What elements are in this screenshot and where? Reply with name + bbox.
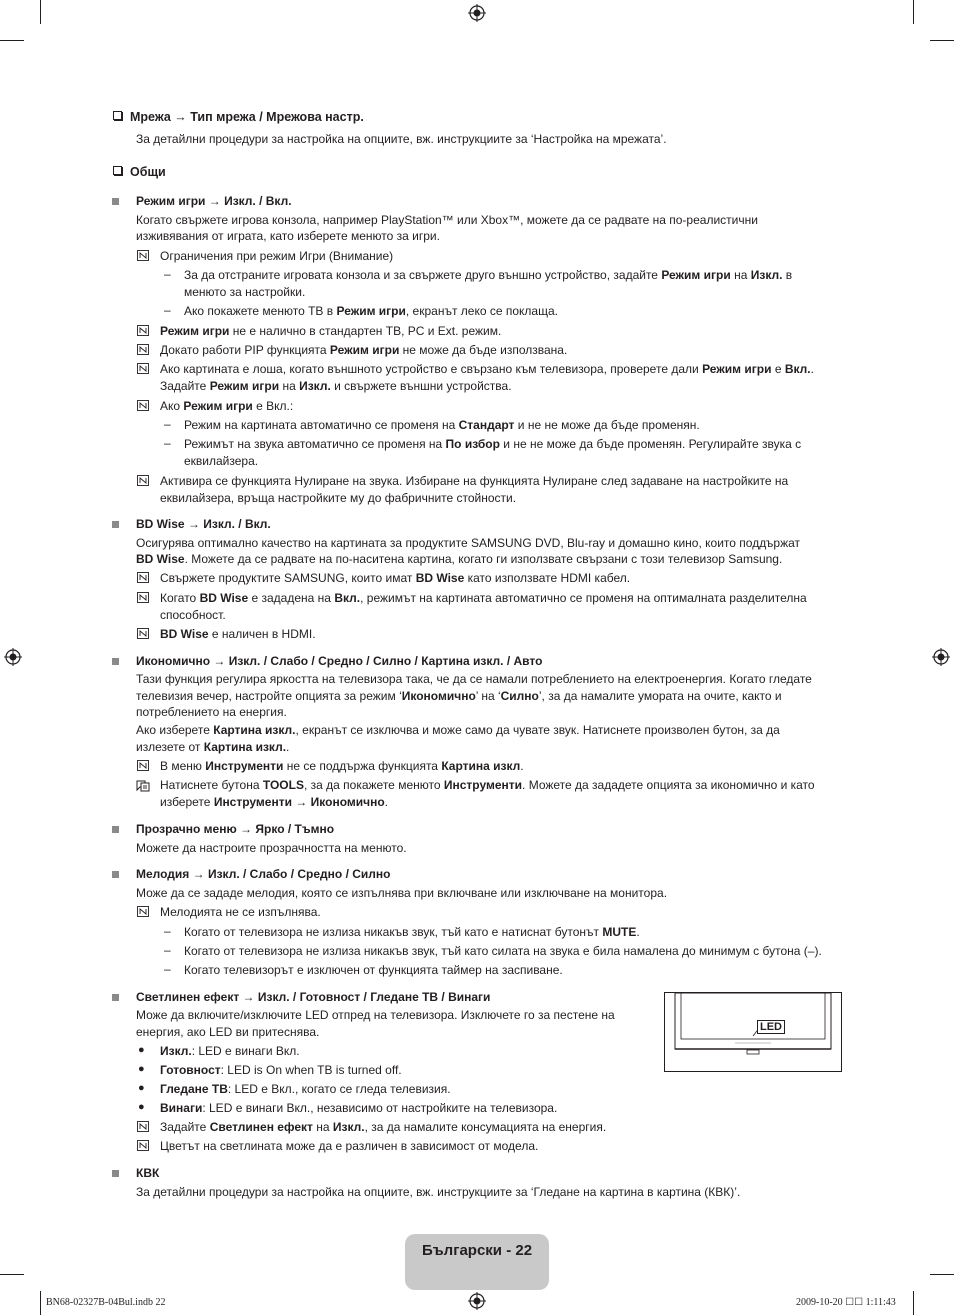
note-text: Режим игри не е налично в стандартен ТВ, PC и Ext. режим. bbox=[160, 324, 502, 338]
crop-mark bbox=[40, 1291, 41, 1315]
dash-text: менюто за настройки. bbox=[184, 285, 306, 299]
note-text: Ако картината е лоша, когато външното устройство е свързано към телевизора, проверете дали Режим игри е Вкл.. bbox=[160, 362, 814, 376]
section-general-title: Общи bbox=[113, 165, 166, 179]
registration-mark-icon bbox=[468, 4, 486, 22]
light-text: Може да включите/изключите LED отпред на телевизора. Изключете го за пестене на bbox=[136, 1008, 615, 1022]
note-icon bbox=[137, 760, 149, 771]
section-network-title: Мрежа → Тип мрежа / Мрежова настр. bbox=[113, 110, 364, 124]
dash-bullet: – bbox=[164, 924, 171, 938]
bd-wise-heading: BD Wise → Изкл. / Вкл. bbox=[136, 517, 271, 531]
crop-mark bbox=[0, 1274, 24, 1275]
network-text: За детайлни процедури за настройка на опциите, вж. инструкциите за ‘Настройка на мрежата’. bbox=[136, 132, 667, 146]
square-bullet-icon bbox=[112, 658, 119, 665]
note-icon bbox=[137, 572, 149, 583]
note-icon bbox=[137, 1121, 149, 1132]
crop-mark bbox=[913, 0, 914, 24]
eco-text: телевизия вечер, настройте опцията за режим ‘Икономично’ на ‘Силно’, за да намалите умората на очите, както и bbox=[136, 689, 782, 703]
square-bullet-icon bbox=[112, 198, 119, 205]
bullet-text: Гледане ТВ: LED е Вкл., когато се гледа телевизия. bbox=[160, 1082, 451, 1096]
footer-datetime: 2009-10-20 ☐☐ 1:11:43 bbox=[796, 1297, 896, 1308]
registration-mark-icon bbox=[4, 648, 22, 666]
bd-wise-text: Осигурява оптимално качество на картината за продуктите SAMSUNG DVD, Blu-ray и домашно кино, които поддържат bbox=[136, 536, 801, 550]
game-mode-text: изживявания от играта, като изберете менюто за игри. bbox=[136, 229, 440, 243]
dot-bullet: ● bbox=[138, 1063, 145, 1075]
dash-bullet: – bbox=[164, 417, 171, 431]
note-icon bbox=[137, 592, 149, 603]
note-text: BD Wise е наличен в HDMI. bbox=[160, 627, 316, 641]
note-icon bbox=[137, 475, 149, 486]
registration-mark-icon bbox=[468, 1292, 486, 1310]
note-text: Когато BD Wise е зададена на Вкл., режимът на картината автоматично се променя на оптималната разделителна bbox=[160, 591, 807, 605]
note-text: Свържете продуктите SAMSUNG, които имат BD Wise като използвате HDMI кабел. bbox=[160, 571, 631, 585]
square-bullet-icon bbox=[112, 1170, 119, 1177]
bullet-text: Готовност: LED is On when TB is turned off. bbox=[160, 1063, 402, 1077]
dot-bullet: ● bbox=[138, 1101, 145, 1113]
dash-text: Режим на картината автоматично се променя на Стандарт и не не може да бъде променян. bbox=[184, 418, 700, 432]
pip-heading: КВК bbox=[136, 1166, 160, 1180]
tools-text: изберете Инструменти → Икономично. bbox=[160, 795, 389, 809]
note-text: Докато работи PIP функцията Режим игри не може да бъде използвана. bbox=[160, 343, 568, 357]
bd-wise-text: BD Wise. Можете да се радвате на по-наситена картина, когато ги използвате свързани с този телевизор Samsung. bbox=[136, 552, 783, 566]
eco-text: излезете от Картина изкл.. bbox=[136, 740, 290, 754]
dash-bullet: – bbox=[164, 436, 171, 450]
note-text: способност. bbox=[160, 608, 226, 622]
transparency-heading: Прозрачно меню → Ярко / Тъмно bbox=[136, 822, 335, 836]
note-text: Ограничения при режим Игри (Внимание) bbox=[160, 249, 394, 263]
note-text: Мелодията не се изпълнява. bbox=[160, 905, 321, 919]
note-text: Активира се функцията Нулиране на звука. Избиране на функцията Нулиране след задаване на настройките на bbox=[160, 474, 789, 488]
square-bullet-icon bbox=[112, 521, 119, 528]
note-text: Задайте Режим игри на Изкл. и свържете външни устройства. bbox=[160, 379, 512, 393]
note-icon bbox=[137, 344, 149, 355]
note-icon bbox=[137, 250, 149, 261]
crop-mark bbox=[40, 0, 41, 24]
note-text: Ако Режим игри е Вкл.: bbox=[160, 399, 294, 413]
light-heading: Светлинен ефект → Изкл. / Готовност / Гледане ТВ / Винаги bbox=[136, 990, 491, 1004]
note-icon bbox=[137, 400, 149, 411]
dash-bullet: – bbox=[164, 943, 171, 957]
note-icon bbox=[137, 363, 149, 374]
game-mode-text: Когато свържете игрова конзола, например PlayStation™ или Xbox™, можете да се радвате на по-реалистични bbox=[136, 213, 758, 227]
dot-bullet: ● bbox=[138, 1044, 145, 1056]
tv-led-illustration bbox=[664, 992, 842, 1072]
crop-mark bbox=[930, 40, 954, 41]
dash-text: Когато телевизорът е изключен от функцията таймер на заспиване. bbox=[184, 963, 563, 977]
registration-mark-icon bbox=[932, 648, 950, 666]
dot-bullet: ● bbox=[138, 1082, 145, 1094]
dash-bullet: – bbox=[164, 303, 171, 317]
square-bullet-icon bbox=[112, 994, 119, 1001]
dash-text: Ако покажете менюто ТВ в Режим игри, екранът леко се поклаща. bbox=[184, 304, 558, 318]
tools-icon bbox=[136, 779, 150, 792]
note-text: В меню Инструменти не се поддържа функцията Картина изкл. bbox=[160, 759, 524, 773]
eco-heading: Икономично → Изкл. / Слабо / Средно / Силно / Картина изкл. / Авто bbox=[136, 654, 543, 668]
note-text: еквилайзера, връща настройките му до фабричните стойности. bbox=[160, 491, 517, 505]
crop-mark bbox=[913, 1291, 914, 1315]
dash-text: За да отстраните игровата конзола и за свържете друго външно устройство, задайте Режим игри на Изкл. в bbox=[184, 268, 793, 282]
tools-text: Натиснете бутона TOOLS, за да покажете менюто Инструменти. Можете да зададете опцията за икономично и като bbox=[160, 778, 815, 792]
note-icon bbox=[137, 1140, 149, 1151]
dash-bullet: – bbox=[164, 962, 171, 976]
dash-text: Режимът на звука автоматично се променя на По избор и не не може да бъде променян. Регулирайте звука с bbox=[184, 437, 802, 451]
page-number: Български - 22 bbox=[421, 1242, 533, 1259]
square-bullet-icon bbox=[112, 826, 119, 833]
dash-bullet: – bbox=[164, 267, 171, 281]
light-text: енергия, ако LED ви притеснява. bbox=[136, 1025, 320, 1039]
crop-mark bbox=[0, 40, 24, 41]
pip-text: За детайлни процедури за настройка на опциите, вж. инструкциите за ‘Гледане на картина в картина (КВК)’. bbox=[136, 1185, 741, 1199]
dash-text: Когато от телевизора не излиза никакъв звук, тъй като силата на звука е била намалена до минимум с бутона (–). bbox=[184, 944, 822, 958]
note-text: Задайте Светлинен ефект на Изкл., за да намалите консумацията на енергия. bbox=[160, 1120, 607, 1134]
eco-text: Тази функция регулира яркостта на телевизора така, че да се намали потреблението на електроенергия. Когато гледате bbox=[136, 672, 812, 686]
bullet-text: Изкл.: LED е винаги Вкл. bbox=[160, 1044, 300, 1058]
crop-mark bbox=[930, 1274, 954, 1275]
note-icon bbox=[137, 325, 149, 336]
square-bullet-icon bbox=[112, 871, 119, 878]
eco-text: потреблението на енергия. bbox=[136, 705, 287, 719]
bullet-text: Винаги: LED е винаги Вкл., независимо от настройките на телевизора. bbox=[160, 1101, 558, 1115]
note-icon bbox=[137, 906, 149, 917]
game-mode-heading: Режим игри → Изкл. / Вкл. bbox=[136, 194, 292, 208]
footer-file: BN68-02327B-04Bul.indb 22 bbox=[46, 1297, 166, 1308]
note-icon bbox=[137, 628, 149, 639]
dash-text: еквилайзера. bbox=[184, 454, 259, 468]
melody-heading: Мелодия → Изкл. / Слабо / Средно / Силно bbox=[136, 867, 391, 881]
led-label: LED bbox=[757, 1020, 785, 1034]
note-text: Цветът на светлината може да е различен в зависимост от модела. bbox=[160, 1139, 539, 1153]
dash-text: Когато от телевизора не излиза никакъв звук, тъй като е натиснат бутонът MUTE. bbox=[184, 925, 640, 939]
melody-text: Може да се зададе мелодия, която се изпълнява при включване или изключване на монитора. bbox=[136, 886, 668, 900]
transparency-text: Можете да настроите прозрачността на менюто. bbox=[136, 841, 407, 855]
eco-text: Ако изберете Картина изкл., екранът се изключва и може само да чувате звук. Натиснете произволен бутон, за да bbox=[136, 723, 780, 737]
